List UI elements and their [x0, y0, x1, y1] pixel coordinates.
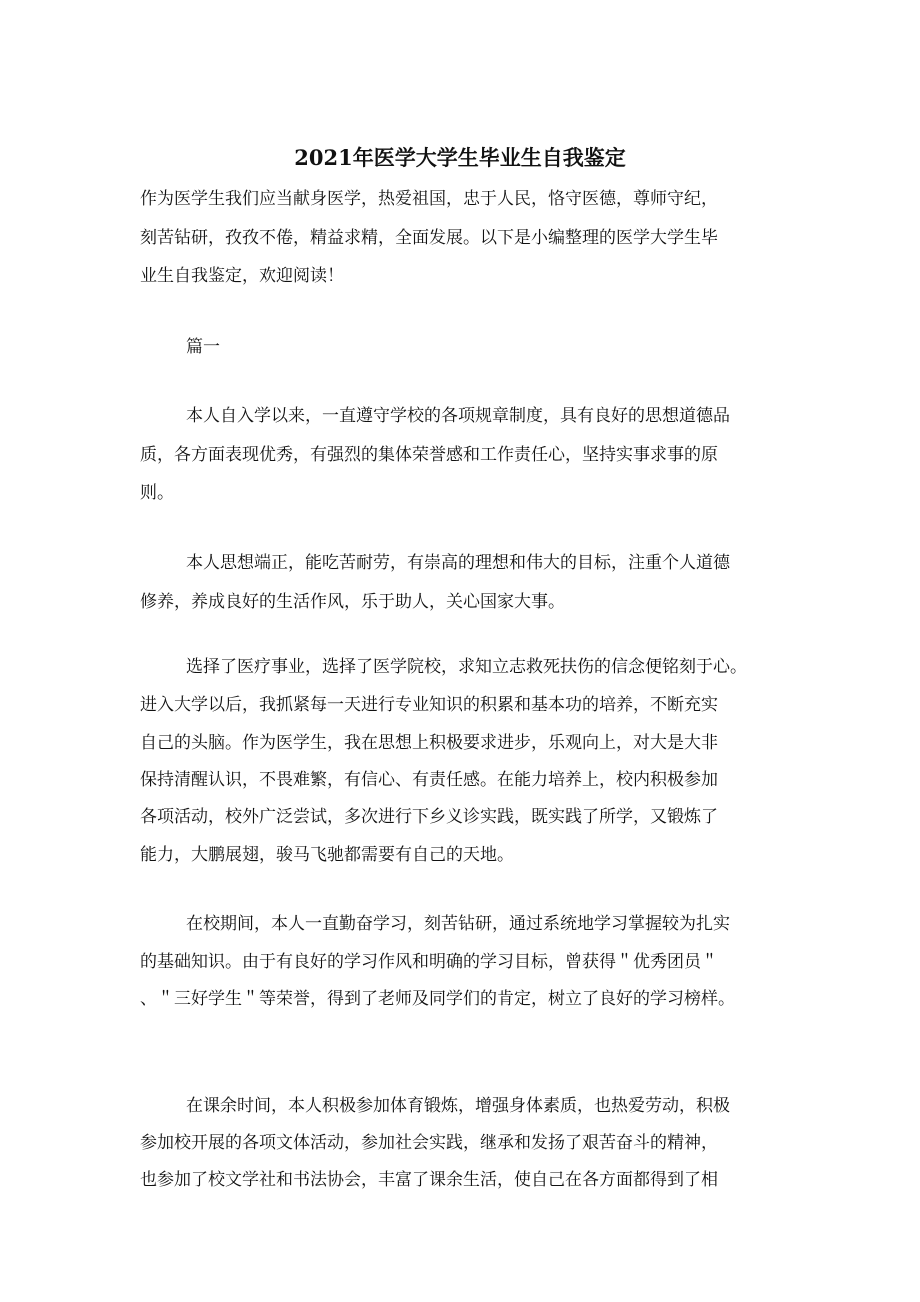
intro-line: 作为医学生我们应当献身医学，热爱祖国，忠于人民，恪守医德，尊师守纪， — [140, 189, 718, 209]
paragraph-line: 质，各方面表现优秀，有强烈的集体荣誉感和工作责任心，坚持实事求事的原 — [140, 445, 718, 465]
paragraph-line: 能力，大鹏展翅，骏马飞驰都需要有自己的天地。 — [140, 845, 514, 865]
section-label: 篇一 — [186, 337, 220, 357]
paragraph-line: 则。 — [140, 483, 174, 503]
paragraph-line: 本人思想端正，能吃苦耐劳，有崇高的理想和伟大的目标，注重个人道德 — [186, 553, 730, 573]
intro-line: 刻苦钻研，孜孜不倦，精益求精，全面发展。以下是小编整理的医学大学生毕 — [140, 228, 718, 248]
paragraph-line: 自己的头脑。作为医学生，我在思想上积极要求进步，乐观向上，对大是大非 — [140, 733, 718, 753]
paragraph-line: 修养，养成良好的生活作风，乐于助人，关心国家大事。 — [140, 592, 565, 612]
paragraph-line: 保持清醒认识，不畏难繁，有信心、有责任感。在能力培养上，校内积极参加 — [140, 770, 718, 790]
paragraph-line: 的基础知识。由于有良好的学习作风和明确的学习目标，曾获得＂优秀团员＂ — [140, 952, 718, 972]
paragraph-line: 在课余时间，本人积极参加体育锻炼，增强身体素质，也热爱劳动，积极 — [186, 1096, 730, 1116]
paragraph-line: 参加校开展的各项文体活动，参加社会实践，继承和发扬了艰苦奋斗的精神， — [140, 1133, 718, 1153]
paragraph-line: 本人自入学以来，一直遵守学校的各项规章制度，具有良好的思想道德品 — [186, 406, 730, 426]
paragraph-line: 进入大学以后，我抓紧每一天进行专业知识的积累和基本功的培养，不断充实 — [140, 695, 718, 715]
paragraph-line: 、＂三好学生＂等荣誉，得到了老师及同学们的肯定，树立了良好的学习榜样。 — [140, 989, 735, 1009]
paragraph-line: 也参加了校文学社和书法协会，丰富了课余生活，使自己在各方面都得到了相 — [140, 1170, 718, 1190]
paragraph-line: 选择了医疗事业，选择了医学院校，求知立志救死扶伤的信念便铭刻于心。 — [186, 657, 747, 677]
document-title: 2021年医学大学生毕业生自我鉴定 — [294, 145, 626, 170]
paragraph-line: 在校期间，本人一直勤奋学习，刻苦钻研，通过系统地学习掌握较为扎实 — [186, 914, 730, 934]
intro-line: 业生自我鉴定，欢迎阅读！ — [140, 266, 344, 286]
paragraph-line: 各项活动，校外广泛尝试，多次进行下乡义诊实践，既实践了所学，又锻炼了 — [140, 807, 718, 827]
